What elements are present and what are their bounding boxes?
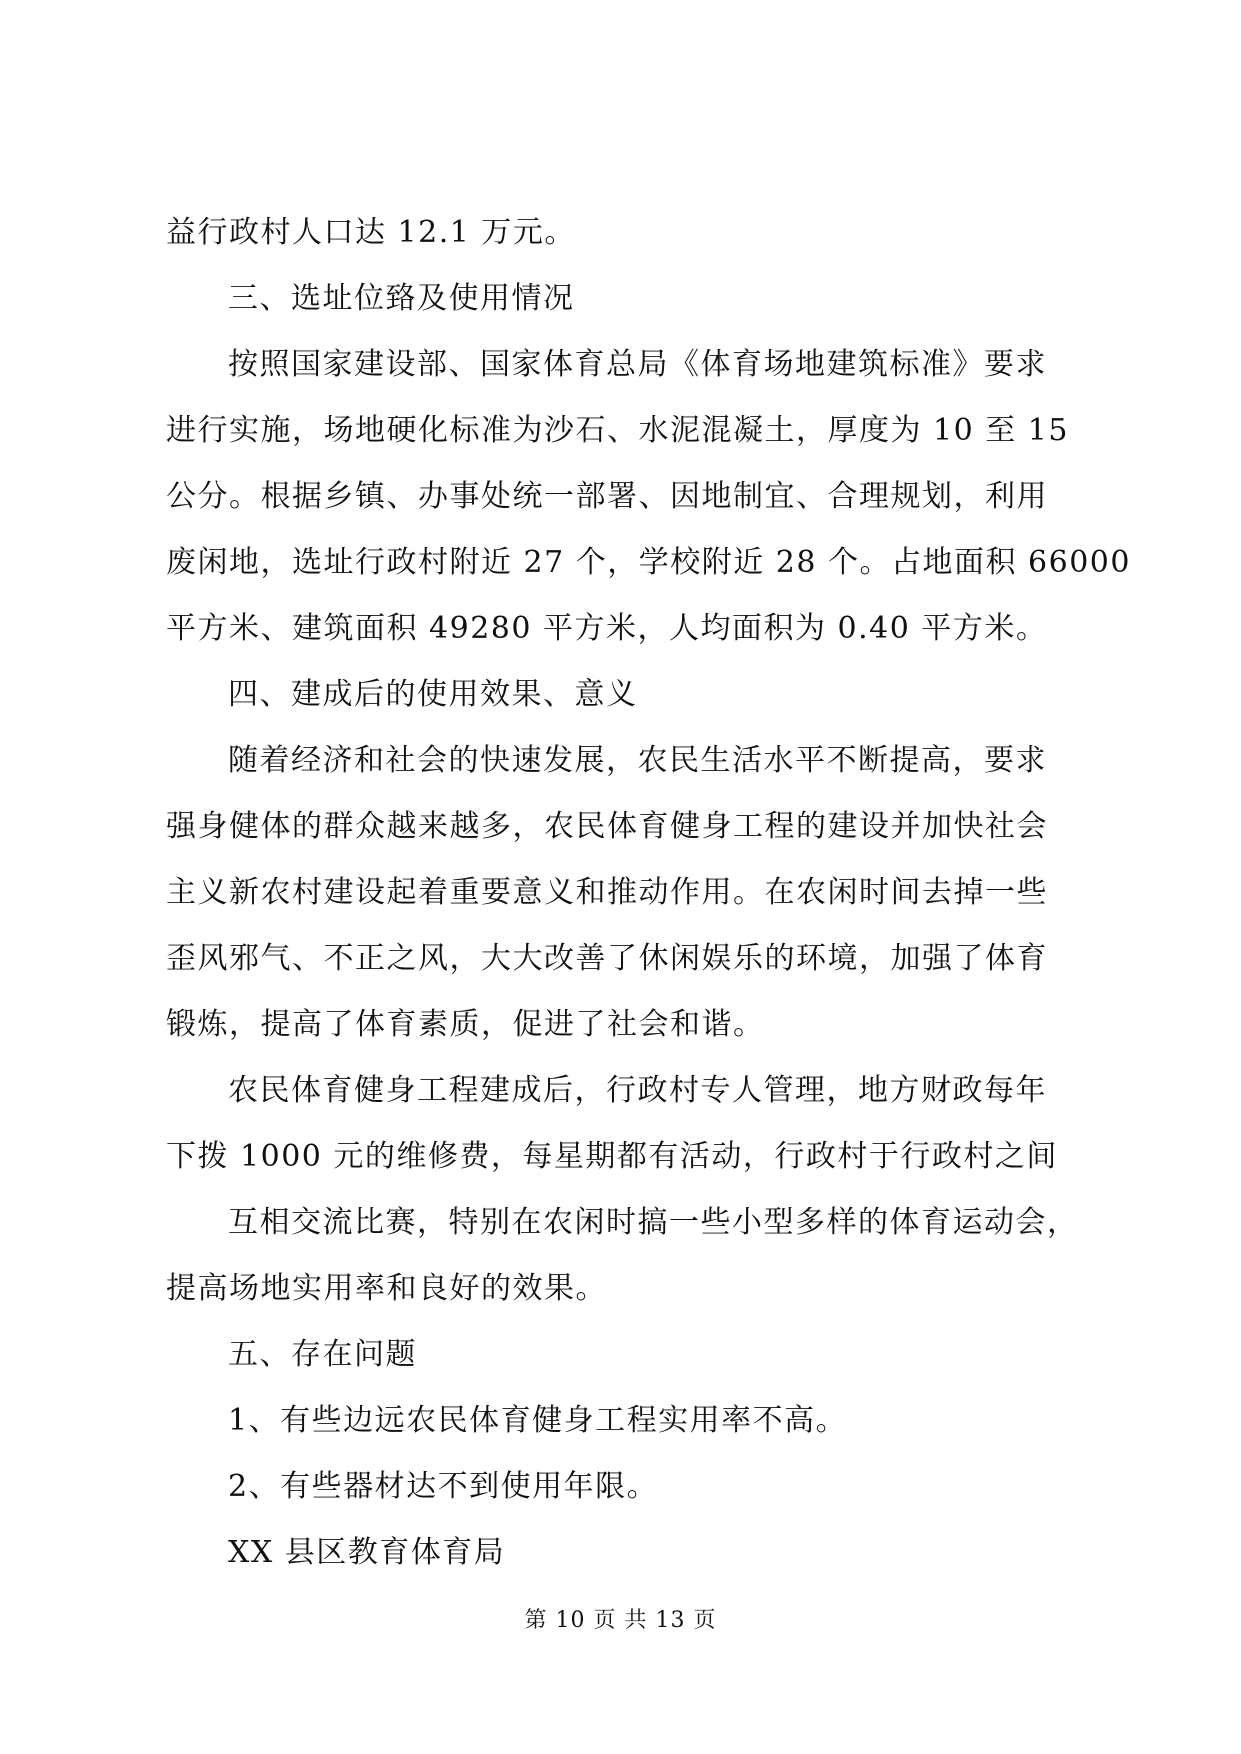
text-line: 强身健体的群众越来越多，农民体育健身工程的建设并加快社会 [166, 809, 1048, 844]
text-line: 农民体育健身工程建成后，行政村专人管理，地方财政每年 [228, 1073, 1047, 1108]
signature-line: XX 县区教育体育局 [228, 1535, 506, 1570]
text-line: 锻炼，提高了体育素质，促进了社会和谐。 [166, 1007, 765, 1042]
text-line: 随着经济和社会的快速发展，农民生活水平不断提高，要求 [228, 743, 1047, 778]
section-heading: 四、建成后的使用效果、意义 [228, 677, 638, 712]
text-line: 进行实施，场地硬化标准为沙石、水泥混凝土，厚度为 10 至 15 [166, 413, 1069, 448]
page-number: 第 10 页 共 13 页 [524, 1608, 717, 1633]
list-item: 2、有些器材达不到使用年限。 [228, 1469, 659, 1504]
section-heading: 五、存在问题 [228, 1337, 417, 1372]
document-body [166, 200, 1131, 1586]
text-line: 按照国家建设部、国家体育总局《体育场地建筑标准》要求 [228, 347, 1047, 382]
text-line: 主义新农村建设起着重要意义和推动作用。在农闲时间去掉一些 [166, 875, 1048, 910]
text-line: 废闲地，选址行政村附近 27 个，学校附近 28 个。占地面积 66000 [166, 545, 1131, 580]
text-line: 互相交流比赛，特别在农闲时搞一些小型多样的体育运动会， [228, 1205, 1079, 1240]
text-line: 提高场地实用率和良好的效果。 [166, 1271, 607, 1306]
text-line: 公分。根据乡镇、办事处统一部署、因地制宜、合理规划，利用 [166, 479, 1048, 514]
text-line: 歪风邪气、不正之风，大大改善了休闲娱乐的环境，加强了体育 [166, 941, 1048, 976]
text-line: 下拨 1000 元的维修费，每星期都有活动，行政村于行政村之间 [166, 1139, 1058, 1174]
section-heading: 三、选址位臵及使用情况 [228, 281, 575, 316]
list-item: 1、有些边远农民体育健身工程实用率不高。 [228, 1403, 848, 1438]
text-line: 平方米、建筑面积 49280 平方米，人均面积为 0.40 平方米。 [166, 611, 1048, 646]
page-footer [0, 1606, 1241, 1636]
text-line: 益行政村人口达 12.1 万元。 [166, 215, 576, 250]
